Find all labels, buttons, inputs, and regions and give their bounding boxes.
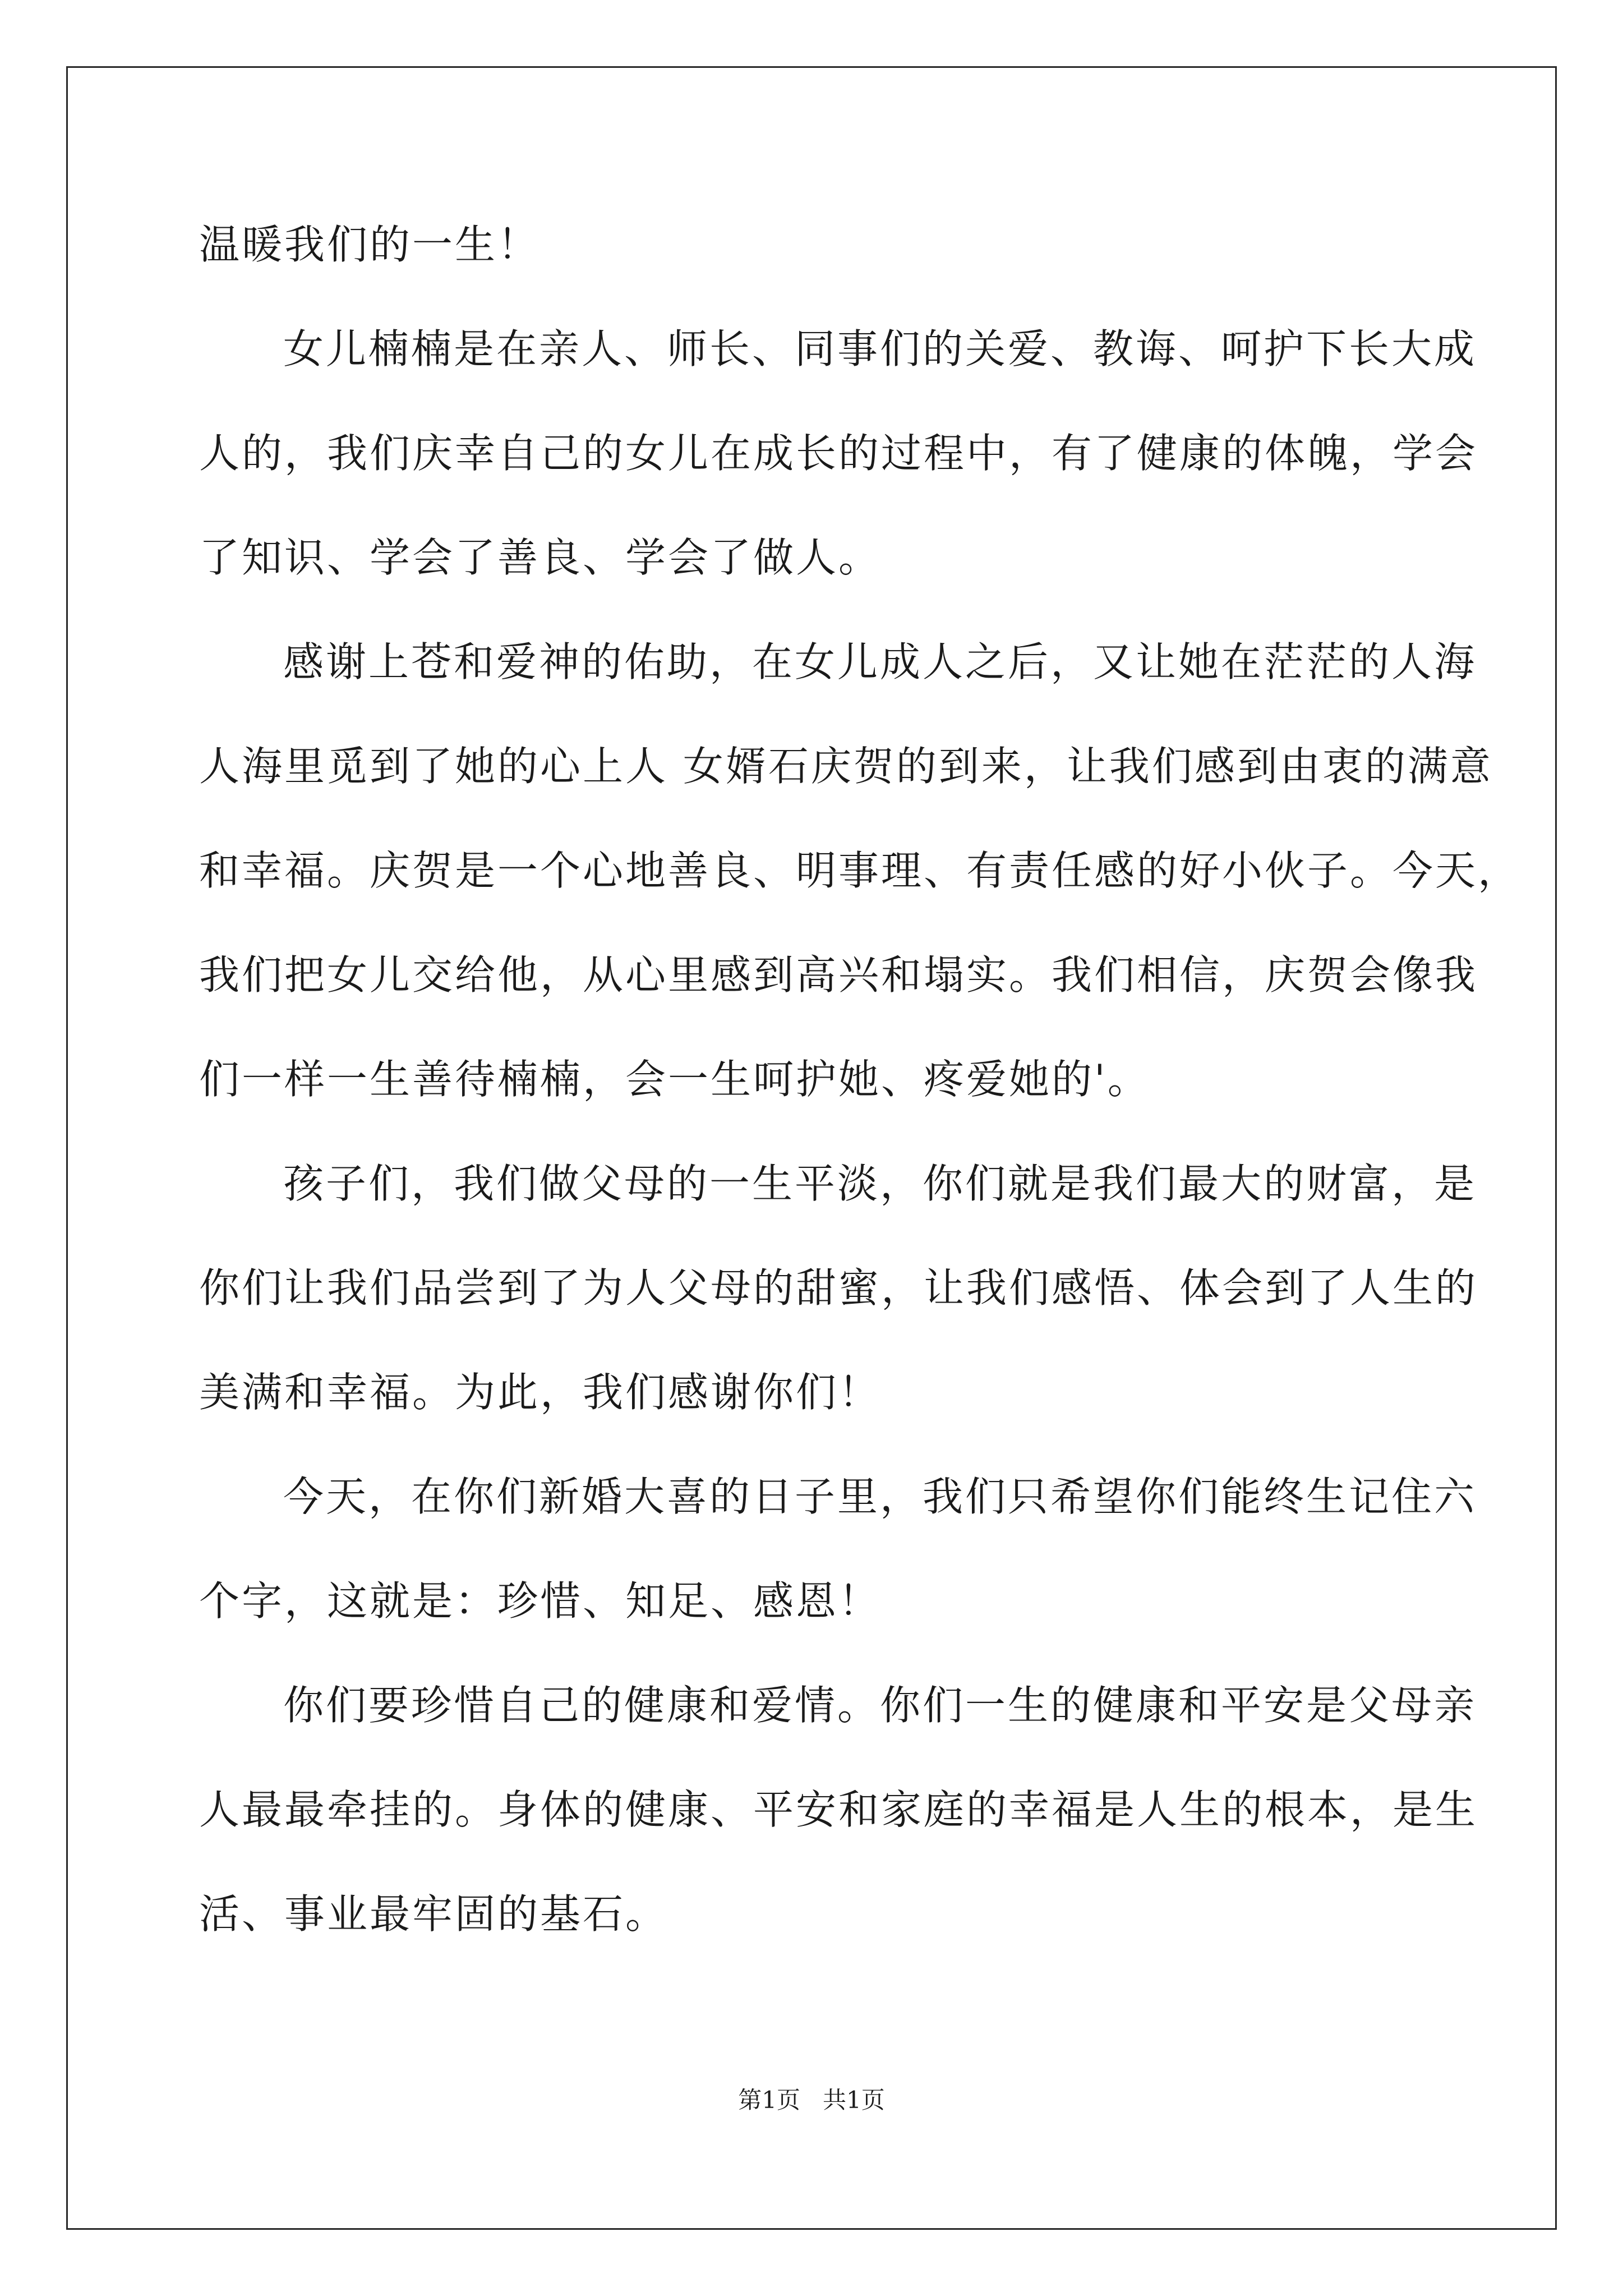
text-line: 和幸福。庆贺是一个心地善良、明事理、有责任感的好小伙子。今天， [199, 847, 1521, 894]
text-line: 我们把女儿交给他，从心里感到高兴和塌实。我们相信，庆贺会像我 [199, 951, 1478, 999]
paragraph-start-line: 孩子们，我们做父母的一生平淡，你们就是我们最大的财富，是 [283, 1160, 1477, 1207]
page-number-footer: 第1页 共1页 [738, 2086, 885, 2114]
text-line: 个字，这就是：珍惜、知足、感恩！ [199, 1577, 882, 1625]
text-line: 人的，我们庆幸自己的女儿在成长的过程中，有了健康的体魄，学会 [199, 430, 1478, 477]
paragraph-start-line: 你们要珍惜自己的健康和爱情。你们一生的健康和平安是父母亲 [283, 1682, 1477, 1729]
text-line: 你们让我们品尝到了为人父母的甜蜜，让我们感悟、体会到了人生的 [199, 1264, 1478, 1312]
paragraph-start-line: 今天，在你们新婚大喜的日子里，我们只希望你们能终生记住六 [283, 1473, 1477, 1520]
text-line: 了知识、学会了善良、学会了做人。 [199, 534, 882, 581]
text-line: 人海里觅到了她的心上人 女婿石庆贺的到来，让我们感到由衷的满意 [199, 743, 1493, 790]
text-line: 人最最牵挂的。身体的健康、平安和家庭的幸福是人生的根本，是生 [199, 1786, 1478, 1833]
text-line: 们一样一生善待楠楠，会一生呵护她、疼爱她的'。 [199, 1056, 1150, 1103]
paragraph-start-line: 女儿楠楠是在亲人、师长、同事们的关爱、教诲、呵护下长大成 [283, 325, 1477, 372]
text-line: 温暖我们的一生！ [199, 221, 541, 268]
text-line: 活、事业最牢固的基石。 [199, 1890, 668, 1938]
paragraph-start-line: 感谢上苍和爱神的佑助，在女儿成人之后，又让她在茫茫的人海 [283, 638, 1477, 685]
text-line: 美满和幸福。为此，我们感谢你们！ [199, 1369, 882, 1416]
